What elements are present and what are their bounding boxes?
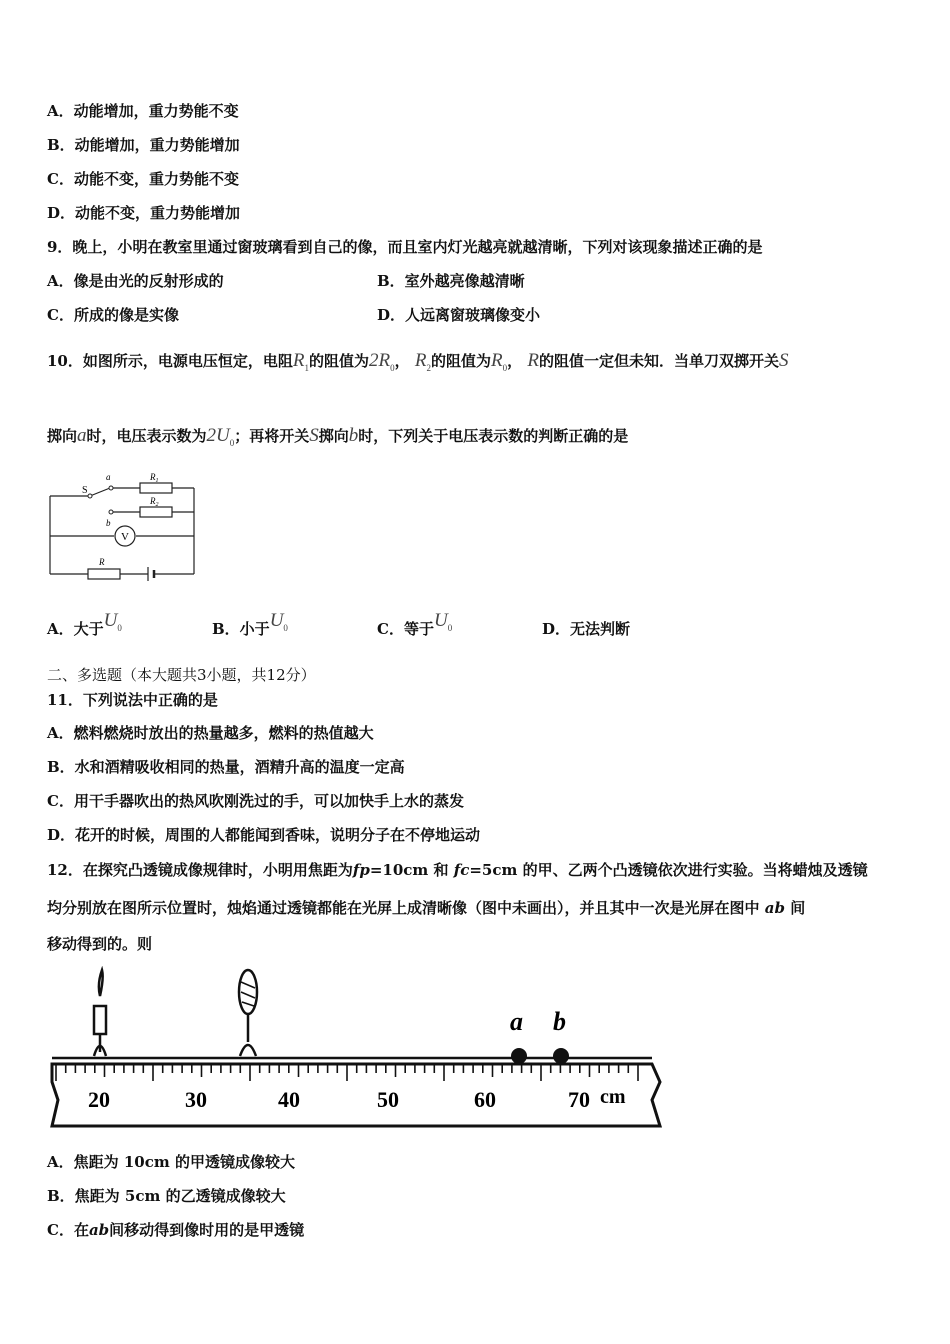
lens xyxy=(239,970,257,1056)
label-b: b xyxy=(553,1007,566,1036)
q11-option-a: A．燃料燃烧时放出的热量越多，燃料的热值越大 xyxy=(47,724,374,742)
resistor-r2 xyxy=(140,507,172,517)
q10-option-a: A．大于$U_0$ xyxy=(47,610,122,638)
q11-option-b: B．水和酒精吸收相同的热量，酒精升高的温度一定高 xyxy=(47,758,405,776)
unit-cm: cm xyxy=(600,1086,626,1108)
q12-option-c: C．在ab间移动得到像时用的是甲透镜 xyxy=(47,1221,305,1239)
symbol-r1: $R_1$ xyxy=(292,350,309,373)
label-a: a xyxy=(510,1007,523,1036)
label-r1: $R_1$ xyxy=(150,472,159,484)
tick-20: 20 xyxy=(88,1087,110,1112)
lens-holder xyxy=(240,1045,256,1056)
q12-stem-line1: 12．在探究凸透镜成像规律时，小明用焦距为fp=10cm 和 fc=5cm 的甲、乙两个凸透镜依次进行实验。当将蜡烛及透镜 xyxy=(47,861,868,879)
candle-body xyxy=(94,1006,106,1034)
q8-option-b: B．动能增加，重力势能增加 xyxy=(47,136,240,154)
symbol-r2: $R_2$ xyxy=(414,350,431,373)
candle-flame xyxy=(99,970,103,996)
label-r: R xyxy=(99,557,105,567)
resistor-r xyxy=(88,569,120,579)
q12-stem-line2: 均分别放在图所示位置时，烛焰通过透镜都能在光屏上成清晰像（图中未画出），并且其中一次是光屏在图中 ab 间 xyxy=(47,899,806,917)
value-2u0: $2U_0$ xyxy=(206,425,235,448)
q10-option-c: C．等于$U_0$ xyxy=(377,610,453,638)
label-r2: $R_2$ xyxy=(150,496,159,508)
q8-option-c: C．动能不变，重力势能不变 xyxy=(47,170,239,188)
tick-30: 30 xyxy=(185,1087,207,1112)
label-b: b xyxy=(106,518,111,528)
symbol-s: S xyxy=(778,350,789,371)
q11-stem: 11．下列说法中正确的是 xyxy=(47,691,218,709)
q12-option-b: B．焦距为 5cm 的乙透镜成像较大 xyxy=(47,1187,286,1205)
circuit-diagram xyxy=(44,466,204,581)
resistor-r1 xyxy=(140,483,172,493)
label-v: V xyxy=(121,531,129,543)
tick-60: 60 xyxy=(474,1087,496,1112)
tick-70: 70 xyxy=(568,1087,590,1112)
q9-option-d: D．人远离窗玻璃像变小 xyxy=(377,306,541,324)
tick-50: 50 xyxy=(377,1087,399,1112)
label-s: S xyxy=(82,485,88,496)
optical-bench-figure xyxy=(44,966,674,1132)
symbol-r: R xyxy=(527,350,539,371)
switch-blade xyxy=(90,488,110,496)
point-b xyxy=(553,1048,569,1064)
section-2-heading: 二、多选题（本大题共3小题，共12分） xyxy=(47,666,316,684)
q9-option-b: B．室外越亮像越清晰 xyxy=(377,272,525,290)
q10-option-d: D．无法判断 xyxy=(542,620,631,638)
q12-stem-line3: 移动得到的。则 xyxy=(47,935,153,953)
scale-ticks xyxy=(56,1065,638,1081)
point-a xyxy=(511,1048,527,1064)
tick-40: 40 xyxy=(278,1087,300,1112)
candle xyxy=(94,970,106,1056)
q10-option-b: B．小于$U_0$ xyxy=(212,610,288,638)
q9-stem: 9．晚上，小明在教室里通过窗玻璃看到自己的像，而且室内灯光越亮就越清晰，下列对该现象描述正确的是 xyxy=(47,238,763,256)
value-2r0: $2R_0$ xyxy=(369,350,395,373)
q8-option-a: A．动能增加，重力势能不变 xyxy=(47,102,239,120)
q11-option-c: C．用干手器吹出的热风吹刚洗过的手，可以加快手上水的蒸发 xyxy=(47,792,464,810)
value-r0: $R_0$ xyxy=(491,350,508,373)
q10-stem-line1: 10．如图所示，电源电压恒定，电阻$R_1$的阻值为$2R_0$， $R_2$的阻值为$R_0$， R的阻值一定但未知．当单刀双掷开关S xyxy=(47,350,789,373)
q10-stem-line2: 掷向a时，电压表示数为$2U_0$；再将开关S掷向b时，下列关于电压表示数的判断正确的是 xyxy=(47,425,629,448)
q9-option-a: A．像是由光的反射形成的 xyxy=(47,272,224,290)
symbol-b: b xyxy=(348,425,359,446)
q12-option-a: A．焦距为 10cm 的甲透镜成像较大 xyxy=(47,1153,295,1171)
label-a: a xyxy=(106,472,111,482)
q8-option-d: D．动能不变，重力势能增加 xyxy=(47,204,241,222)
symbol-s-2: S xyxy=(309,425,319,446)
q9-option-c: C．所成的像是实像 xyxy=(47,306,179,324)
q11-option-d: D．花开的时候，周围的人都能闻到香味，说明分子在不停地运动 xyxy=(47,826,481,844)
symbol-a: a xyxy=(77,425,87,446)
